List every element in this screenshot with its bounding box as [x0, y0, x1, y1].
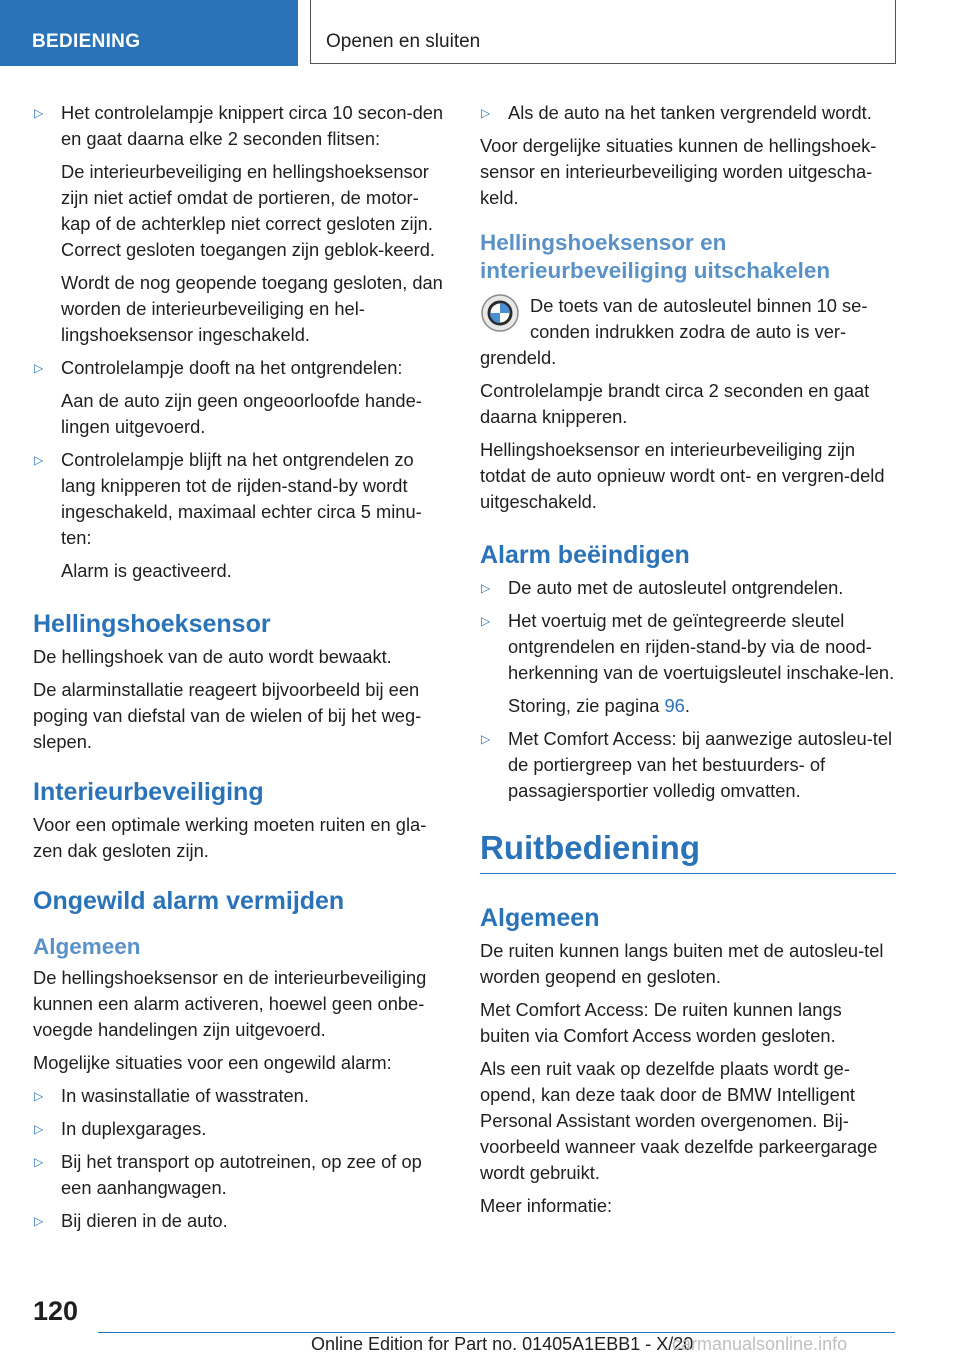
key-instruction [480, 293, 896, 371]
heading-interieurbeveiliging: Interieurbeveiliging [33, 778, 264, 806]
edition-text: Online Edition for Part no. 01405A1EBB1 - X/20 [311, 1334, 694, 1354]
reference-suffix: . [684, 695, 690, 716]
page-number: 120 [33, 1296, 79, 1326]
bullet-item: ▷ In wasinstallatie of wasstraten. [33, 1083, 447, 1109]
paragraph: Als een ruit vaak op dezelfde plaats wordt ge-opend, kan deze taak door de BMW Intelligent Personal Assistant worden overgenomen. Bij-voorbeeld wanneer vaak dezelfde parkeergarage wordt gebruikt. [480, 1058, 878, 1183]
bullet-item: ▷ De auto met de autosleutel ontgrendelen. [480, 575, 896, 601]
section-tab: BEDIENING [0, 0, 298, 66]
paragraph: De hellingshoek van de auto wordt bewaakt. [33, 646, 392, 667]
paragraph: De interieurbeveiliging en hellingshoeksensor zijn niet actief omdat de portieren, de motor-kap of de achterklep niet correct gesloten zijn. Correct gesloten toegangen zijn geblok-keerd. [61, 161, 435, 260]
chapter-title: Openen en sluiten [310, 0, 896, 64]
paragraph: Mogelijke situaties voor een ongewild alarm: [33, 1052, 392, 1073]
footer-divider [98, 1332, 895, 1333]
bullet-item: ▷ Het voertuig met de geïntegreerde sleutel ontgrendelen en rijden-stand-by via de nood-herkenning van de voertuigsleutel inschake-len. [480, 608, 896, 686]
paragraph: De ruiten kunnen langs buiten met de autosleu-tel worden geopend en gesloten. [480, 940, 884, 987]
bmw-key-button-icon [480, 293, 520, 333]
paragraph: Wordt de nog geopende toegang gesloten, dan worden de interieurbeveiliging en hel-lingshoeksensor ingeschakeld. [61, 272, 443, 345]
paragraph: Voor een optimale werking moeten ruiten en gla-zen dak gesloten zijn. [33, 814, 427, 861]
bullet-item: ▷ Met Comfort Access: bij aanwezige autosleu-tel de portiergreep van het bestuurders- of passagiersportier volledig omvatten. [480, 726, 896, 804]
paragraph: Voor dergelijke situaties kunnen de hellingshoek-sensor en interieurbeveiliging worden uitgescha-keld. [480, 135, 877, 208]
bullet-item: ▷ Controlelampje dooft na het ontgrendelen: [33, 355, 447, 381]
right-column [480, 100, 896, 1226]
reference-text: Storing, zie pagina [508, 695, 665, 716]
paragraph: Hellingshoeksensor en interieurbeveiliging zijn totdat de auto opnieuw wordt ont- en vergren-deld uitgeschakeld. [480, 439, 885, 512]
paragraph: Meer informatie: [480, 1195, 613, 1216]
heading-algemeen: Algemeen [480, 904, 600, 932]
bullet-item: ▷ Bij het transport op autotreinen, op zee of op een aanhangwagen. [33, 1149, 447, 1201]
bullet-item: ▷ Het controlelampje knippert circa 10 secon-den en gaat daarna elke 2 seconden flitsen: [33, 100, 447, 152]
subheading-algemeen: Algemeen [33, 934, 141, 959]
heading-hellingshoeksensor: Hellingshoeksensor [33, 610, 271, 638]
paragraph: De toets van de autosleutel binnen 10 se-conden indrukken zodra de auto is ver-grendeld. [480, 295, 868, 368]
bullet-item: ▷ Als de auto na het tanken vergrendeld wordt. [480, 100, 896, 126]
paragraph: Controlelampje brandt circa 2 seconden en gaat daarna knipperen. [480, 380, 870, 427]
page-link[interactable]: 96 [664, 695, 685, 716]
paragraph: De alarminstallatie reageert bijvoorbeeld bij een poging van diefstal van de wielen of bij het weg-slepen. [33, 679, 422, 752]
subheading-uitschakelen: Hellingshoeksensor en interieurbeveiliging uitschakelen [480, 230, 831, 283]
page-header [0, 0, 960, 66]
bullet-item: ▷ Bij dieren in de auto. [33, 1208, 447, 1234]
heading-alarm-beeindigen: Alarm beëindigen [480, 541, 690, 569]
paragraph: Met Comfort Access: De ruiten kunnen langs buiten via Comfort Access worden gesloten. [480, 999, 842, 1046]
left-column [33, 100, 447, 1241]
page-reference [480, 693, 896, 719]
bullet-item: ▷ In duplexgarages. [33, 1116, 447, 1142]
watermark: carmanualsonline.info [672, 1334, 848, 1354]
paragraph: De hellingshoeksensor en de interieurbeveiliging kunnen een alarm activeren, hoewel geen onbe-voegde handelingen zijn uitgevoerd. [33, 967, 427, 1040]
heading-ruitbediening: Ruitbediening [480, 826, 896, 874]
heading-ongewild-alarm: Ongewild alarm vermijden [33, 887, 345, 915]
bullet-item: ▷ Controlelampje blijft na het ontgrendelen zo lang knipperen tot de rijden-stand-by wordt ingeschakeld, maximaal echter circa 5 minu-ten: [33, 447, 447, 551]
paragraph: Aan de auto zijn geen ongeoorloofde hande-lingen uitgevoerd. [61, 390, 422, 437]
paragraph: Alarm is geactiveerd. [61, 560, 232, 581]
